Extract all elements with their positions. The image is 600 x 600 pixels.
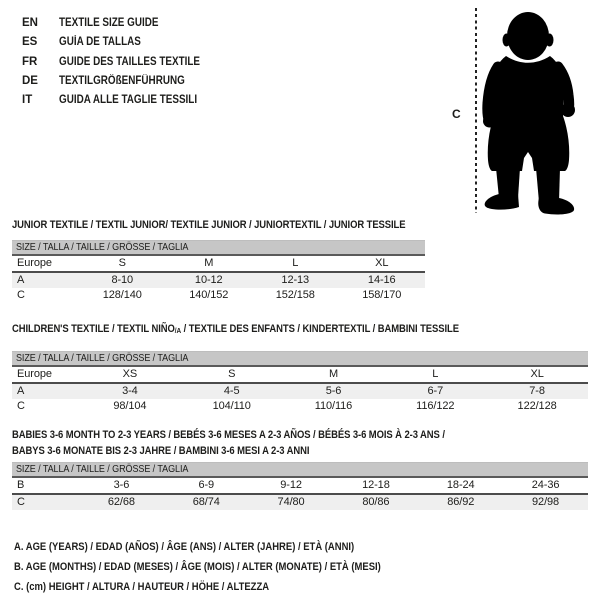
size-value: 4-5: [223, 385, 240, 397]
size-value: 140/152: [189, 289, 229, 301]
table-row: [12, 256, 425, 273]
row-label: C: [17, 289, 25, 301]
row-label: A: [17, 385, 25, 397]
title-subscript: /A: [174, 326, 182, 335]
size-header-bar: [12, 241, 425, 256]
junior-size-table: [12, 217, 425, 303]
table-body: [12, 367, 588, 414]
size-value: 9-12: [280, 479, 302, 491]
size-value: 122/128: [517, 400, 557, 412]
table-row: [12, 384, 588, 399]
size-value: 7-8: [529, 385, 545, 397]
size-value: 18-24: [446, 479, 475, 491]
size-header-text: SIZE / TALLA / TAILLE / GRÖSSE / TAGLIA: [16, 241, 189, 253]
size-value: 74/80: [277, 496, 305, 508]
size-value: 6-9: [198, 479, 215, 491]
size-value: 98/104: [113, 400, 147, 412]
size-value: 6-7: [427, 385, 444, 397]
table-row: [12, 495, 588, 510]
size-value: 12-13: [281, 274, 310, 286]
size-value: S: [228, 368, 236, 380]
row-label: C: [17, 400, 25, 412]
title-text: BABYS 3-6 MONATE BIS 2-3 JAHRE / BAMBINI 3-6 MESI A 2-3 ANNI: [12, 445, 310, 457]
language-label: TEXTILE SIZE GUIDE: [59, 17, 159, 29]
language-code: EN: [22, 17, 38, 29]
size-value: 12-18: [362, 479, 390, 491]
size-value: S: [118, 257, 126, 269]
size-value: 86/92: [447, 496, 475, 508]
size-value: 110/116: [314, 400, 353, 412]
size-value: 92/98: [532, 496, 560, 508]
size-header-bar: [12, 352, 588, 367]
size-value: 104/110: [212, 400, 251, 412]
table-title: [12, 427, 588, 459]
size-value: L: [292, 257, 299, 269]
row-label: Europe: [17, 257, 52, 269]
size-value: 10-12: [194, 274, 223, 286]
table-row: [12, 478, 588, 495]
language-row: [22, 91, 223, 110]
title-text: / TEXTILE DES ENFANTS / KINDERTEXTIL / BAMBINI TESSILE: [181, 323, 459, 335]
language-label: TEXTILGRÖßENFÜHRUNG: [59, 74, 185, 87]
size-value: XL: [375, 257, 389, 269]
size-value: M: [204, 257, 214, 269]
size-header-bar: [12, 463, 588, 478]
size-header-text: SIZE / TALLA / TAILLE / GRÖSSE / TAGLIA: [16, 352, 189, 364]
size-value: 152/158: [275, 289, 315, 301]
table-title-line: [12, 217, 406, 233]
table-title-line: [12, 321, 507, 339]
size-value: 3-6: [113, 479, 130, 491]
table-body: [12, 478, 588, 510]
language-row: [22, 72, 223, 91]
table-row: [12, 273, 425, 288]
size-value: 14-16: [367, 274, 396, 286]
size-value: XL: [530, 368, 544, 380]
height-dashed-line: [475, 8, 477, 213]
table-title: [12, 217, 425, 233]
title-text: JUNIOR TEXTILE / TEXTIL JUNIOR/ TEXTILE JUNIOR / JUNIORTEXTIL / JUNIOR TESSILE: [12, 219, 406, 231]
size-value: 116/122: [416, 400, 455, 412]
table-row: [12, 288, 425, 303]
row-label: C: [17, 496, 25, 508]
language-label: GUIDA ALLE TAGLIE TESSILI: [59, 94, 198, 107]
row-label: Europe: [17, 368, 52, 380]
size-value: 128/140: [102, 289, 142, 301]
language-label: GUÍA DE TALLAS: [59, 36, 141, 49]
table-row: [12, 399, 588, 414]
height-marker-label: C: [452, 107, 461, 121]
title-text: CHILDREN'S TEXTILE / TEXTIL NIÑO: [12, 323, 175, 335]
measure-legend: [14, 537, 441, 597]
table-title-line: [12, 427, 507, 443]
table-row: [12, 367, 588, 384]
size-value: 62/68: [107, 496, 135, 508]
language-row: [22, 53, 223, 72]
legend-line: C. (cm) HEIGHT / ALTURA / HAUTEUR / HÖHE / ALTEZZA: [14, 581, 270, 593]
size-value: 80/86: [362, 496, 390, 508]
legend-line: A. AGE (YEARS) / EDAD (AÑOS) / ÂGE (ANS) / ALTER (JAHRE) / ETÀ (ANNI): [14, 541, 355, 553]
language-row: [22, 14, 223, 33]
size-value: L: [432, 368, 439, 380]
legend-line: B. AGE (MONTHS) / EDAD (MESES) / ÂGE (MOIS) / ALTER (MONATE) / ETÀ (MESI): [14, 561, 381, 573]
size-value: 3-4: [122, 385, 138, 397]
table-title: [12, 321, 588, 339]
language-label: GUIDE DES TAILLES TEXTILE: [59, 55, 201, 68]
language-code: IT: [22, 94, 33, 107]
size-value: 68/74: [192, 496, 220, 508]
language-code: ES: [22, 36, 38, 49]
babies-size-table: [12, 427, 588, 510]
size-value: 8-10: [111, 274, 134, 286]
size-value: 5-6: [325, 385, 342, 397]
table-title-line: [12, 443, 507, 459]
size-value: XS: [122, 368, 138, 380]
language-code: FR: [22, 55, 38, 68]
language-code: DE: [22, 74, 38, 87]
row-label: B: [17, 479, 25, 491]
language-guide: [22, 14, 223, 110]
language-row: [22, 33, 223, 52]
title-text: BABIES 3-6 MONTH TO 2-3 YEARS / BEBÉS 3-6 MESES A 2-3 AÑOS / BÉBÉS 3-6 MOIS À 2-3 ANS /: [12, 429, 445, 441]
size-value: M: [328, 368, 339, 380]
size-value: 158/170: [362, 289, 402, 301]
size-value: 24-36: [531, 479, 560, 491]
children-size-table: [12, 321, 588, 414]
row-label: A: [17, 274, 25, 286]
toddler-silhouette-icon: [478, 4, 596, 223]
table-body: [12, 256, 425, 303]
size-header-text: SIZE / TALLA / TAILLE / GRÖSSE / TAGLIA: [16, 463, 189, 475]
